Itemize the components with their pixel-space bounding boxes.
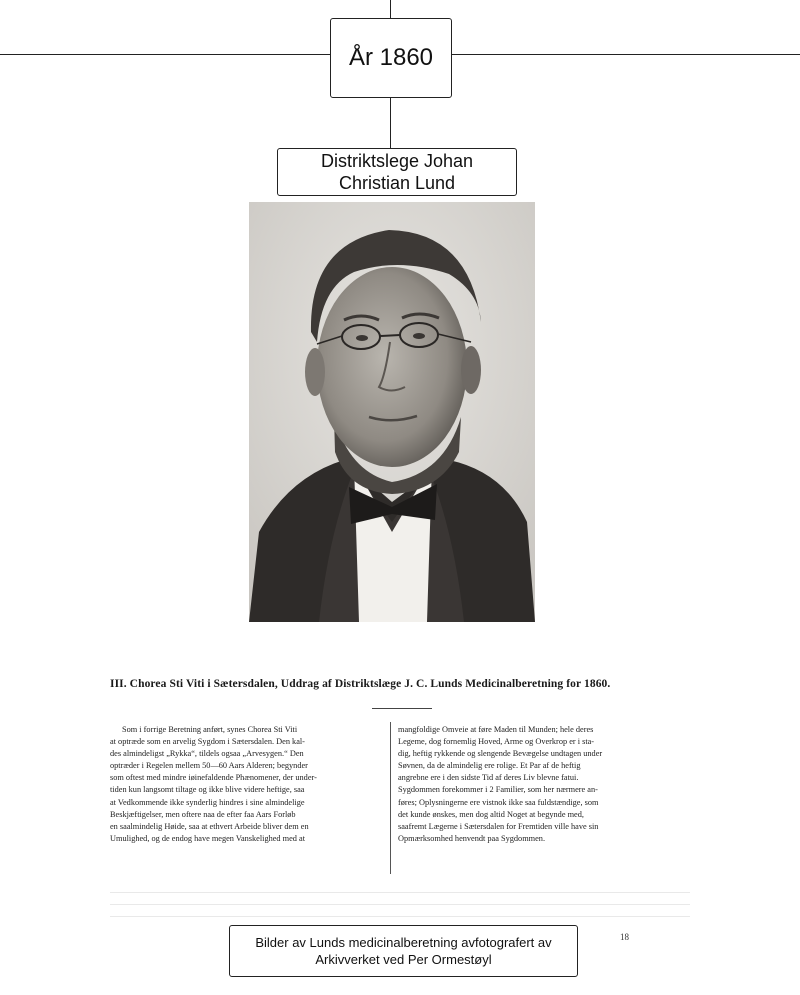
- text-line: som oftest med mindre iøinefaldende Phænomener, der under-: [110, 773, 317, 783]
- text-line: tiden kun langsomt tiltage og ikke blive videre heftige, saa: [110, 785, 305, 795]
- text-line: Legeme, dog fornemlig Hoved, Arme og Overkrop er i sta-: [398, 737, 595, 747]
- text-line: en saalmindelig Høide, saa at ethvert Arbeide bliver dem en: [110, 821, 309, 831]
- timeline-horizontal-line-left: [0, 54, 330, 55]
- caption-text: Bilder av Lunds medicinalberetning avfotografert av Arkivverket ved Per Ormestøyl: [255, 935, 552, 967]
- timeline-horizontal-line-right: [452, 54, 800, 55]
- text-line: Opmærksomhed henvendt paa Sygdommen.: [398, 833, 546, 843]
- text-line: mangfoldige Omveie at føre Maden til Munden; hele deres: [398, 725, 594, 734]
- document-title-rule: [372, 708, 432, 709]
- text-line: angrebne ere i den sidste Tid af deres Liv blevne fatui.: [398, 773, 579, 783]
- text-line: des almindeligst „Rykka“, tildels ogsaa „Arvesygen.“ Den: [110, 749, 304, 759]
- text-line: optræder i Regelen mellem 50—60 Aars Alderen; begynder: [110, 761, 308, 771]
- scan-show-through: [110, 916, 690, 917]
- person-node: [277, 148, 517, 196]
- text-line: Umulighed, og de endog have megen Vanskelighed med at: [110, 833, 306, 843]
- year-label: År 1860: [348, 44, 434, 71]
- portrait-photo: [249, 202, 535, 622]
- text-line: Beskjæftigelser, men oftere naa de efter faa Aars Forløb: [110, 809, 296, 819]
- scan-show-through: [110, 904, 690, 905]
- text-line: Sygdommen forekommer i 2 Familier, som her nærmere an-: [398, 785, 598, 795]
- text-line: Som i forrige Beretning anført, synes Chorea Sti Viti: [122, 725, 298, 734]
- document-right-column: [398, 724, 690, 845]
- text-line: føres; Oplysningerne ere vistnok ikke saa fuldstændige, som: [398, 797, 599, 807]
- text-line: at Vedkommende ikke synderlig hindres i sine almindelige: [110, 797, 305, 807]
- text-line: saafremt Lægerne i Sætersdalen for Fremtiden ville have sin: [398, 821, 599, 831]
- caption-box: [229, 925, 578, 977]
- document-left-column: [110, 724, 382, 845]
- person-label: Distriktslege Johan Christian Lund: [320, 151, 474, 193]
- scan-show-through: [110, 892, 690, 893]
- year-node: [330, 18, 452, 98]
- text-line: det kunde ønskes, men dog altid Noget at begynde med,: [398, 809, 584, 819]
- year-to-person-connector: [390, 98, 391, 148]
- text-line: Søvnen, da de almindelig ere rolige. Et Par af de heftig: [398, 761, 581, 771]
- text-line: at optræde som en arvelig Sygdom i Sætersdalen. Den kal-: [110, 737, 305, 747]
- text-line: dig, heftig rykkende og slengende Bevægelse undtagen under: [398, 749, 603, 759]
- column-divider: [390, 722, 391, 874]
- document-title: III. Chorea Sti Viti i Sætersdalen, Uddrag af Distriktslæge J. C. Lunds Medicinalberetning for 1860.: [110, 678, 611, 690]
- page-number: 18: [620, 932, 629, 942]
- timeline-top-connector: [390, 0, 391, 18]
